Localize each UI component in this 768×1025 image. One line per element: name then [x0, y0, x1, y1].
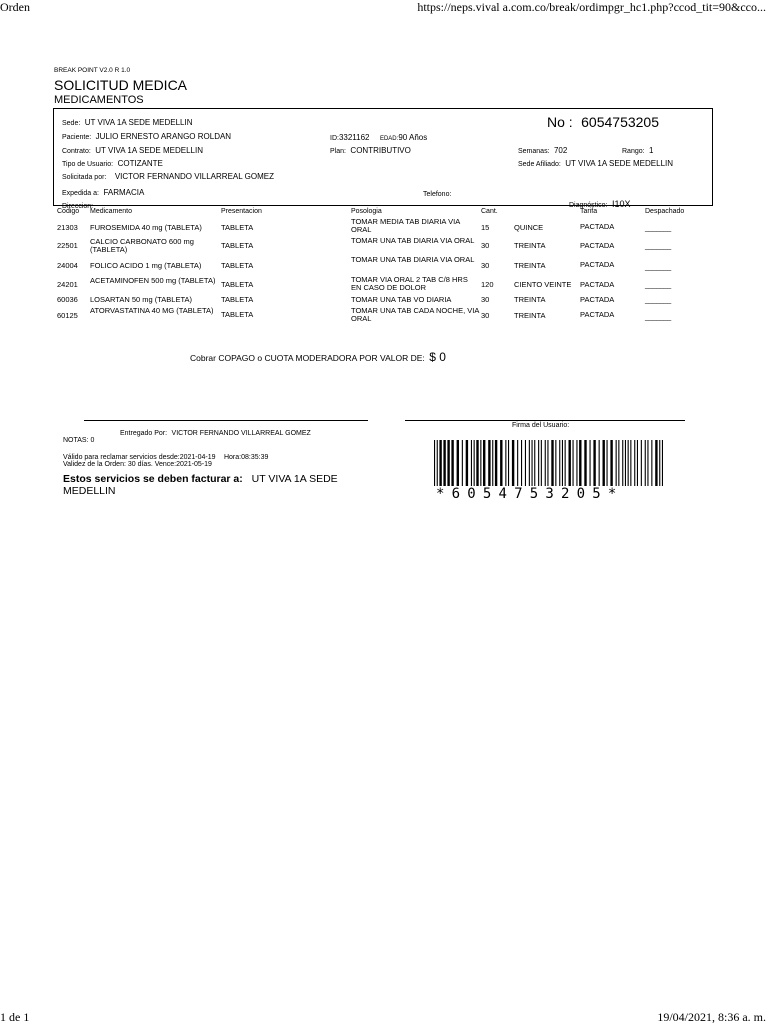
barcode-bar	[607, 440, 608, 486]
barcode-bar	[521, 440, 522, 486]
barcode-bar	[466, 440, 468, 486]
entregado-label: Entregado Por:	[120, 430, 168, 437]
barcode-bar	[576, 440, 577, 486]
cell-codigo: 60125	[57, 311, 78, 320]
semanas-value: 702	[553, 146, 568, 155]
plan-label: Plan:	[330, 148, 346, 155]
cell-despachado: _______	[645, 262, 671, 271]
col-header-despachado: Despachado	[645, 208, 685, 215]
contrato-label: Contrato:	[62, 148, 91, 155]
solicitada-value: VICTOR FERNANDO VILLARREAL GOMEZ	[114, 172, 274, 181]
cell-medicamento: ATORVASTATINA 40 MG (TABLETA)	[90, 306, 214, 315]
order-number-value: 6054753205	[581, 114, 660, 130]
barcode-bar	[569, 440, 571, 486]
barcode-bar	[628, 440, 629, 486]
cell-despachado: _______	[645, 312, 671, 321]
table-row	[0, 237, 768, 253]
order-number	[547, 114, 659, 132]
barcode-bar	[447, 440, 449, 486]
cell-presentacion: TABLETA	[221, 295, 254, 304]
barcode-bar	[434, 440, 435, 486]
barcode-bar	[492, 440, 493, 486]
cell-medicamento: CALCIO CARBONATO 600 mg (TABLETA)	[90, 237, 194, 254]
table-row	[0, 218, 768, 234]
cell-tarifa: PACTADA	[580, 280, 615, 289]
barcode-bar	[584, 440, 586, 486]
barcode-bar	[529, 440, 530, 486]
id-value: 3321162	[338, 133, 370, 142]
cell-medicamento: LOSARTAN 50 mg (TABLETA)	[90, 295, 192, 304]
barcode-bar	[625, 440, 626, 486]
barcode-bar	[512, 440, 514, 486]
barcode-bar	[637, 440, 638, 486]
barcode-bar	[651, 440, 652, 486]
cell-presentacion: TABLETA	[221, 261, 254, 270]
entregado-field	[120, 422, 311, 440]
doc-version: BREAK POINT V2.0 R 1.0	[54, 67, 131, 74]
barcode-bar	[505, 440, 506, 486]
notas-text: NOTAS: 0	[63, 437, 95, 444]
hora-text: Hora:08:35:39	[223, 454, 269, 461]
print-footer-datetime: 19/04/2021, 8:36 a. m.	[657, 1010, 766, 1024]
cell-presentacion: TABLETA	[221, 280, 254, 289]
semanas-label: Semanas:	[518, 148, 550, 155]
barcode-bar	[618, 440, 619, 486]
cell-medicamento: FOLICO ACIDO 1 mg (TABLETA)	[90, 261, 202, 270]
barcode-bar	[647, 440, 648, 486]
cell-tarifa: PACTADA	[580, 241, 615, 250]
cell-cant-text: TREINTA	[514, 311, 546, 320]
barcode-bar	[659, 440, 660, 486]
barcode-bar	[641, 440, 642, 486]
cell-tarifa: PACTADA	[580, 310, 615, 319]
barcode-bar	[616, 440, 617, 486]
cell-posologia: TOMAR UNA TAB CADA NOCHE, VIA ORAL	[351, 306, 479, 323]
print-header-title: Orden	[0, 0, 30, 14]
direccion-label: Direccion:	[62, 203, 94, 210]
barcode-bar	[483, 440, 485, 486]
cell-tarifa: PACTADA	[580, 260, 615, 269]
barcode-bar	[555, 440, 556, 486]
cell-cant: 120	[481, 280, 494, 289]
rango-label: Rango:	[622, 148, 645, 155]
copago-value: $ 0	[429, 350, 446, 364]
expedida-label: Expedida a:	[62, 190, 99, 197]
cell-despachado: _______	[645, 241, 671, 250]
order-barcode	[434, 440, 664, 486]
cell-cant: 15	[481, 223, 490, 232]
diagnostico-value: I10X	[611, 199, 631, 209]
print-header-url: https://neps.vival a.com.co/break/ordimpgr_hc1.php?ccod_tit=90&cco...	[417, 0, 766, 14]
sede-afiliado-label: Sede Afiliado:	[518, 161, 561, 168]
barcode-bar	[437, 440, 438, 486]
barcode-bar	[451, 440, 453, 486]
barcode-bar	[534, 440, 535, 486]
doc-subtitle: MEDICAMENTOS	[54, 94, 144, 106]
id-label: ID:	[330, 135, 339, 142]
cell-cant-text: TREINTA	[514, 261, 546, 270]
barcode-bar	[655, 440, 657, 486]
cell-tarifa: PACTADA	[580, 222, 615, 231]
sede-label: Sede:	[62, 120, 81, 127]
barcode-bar	[508, 440, 509, 486]
barcode-bar	[439, 440, 441, 486]
facturar-label: Estos servicios se deben facturar a:	[63, 473, 243, 485]
barcode-bar	[551, 440, 553, 486]
copago-line	[190, 348, 446, 366]
cell-presentacion: TABLETA	[221, 310, 254, 319]
table-row	[0, 256, 768, 272]
copago-label: Cobrar COPAGO o CUOTA MODERADORA POR VALOR DE:	[190, 353, 425, 363]
col-header-codigo: Codigo	[57, 208, 80, 215]
barcode-bar	[462, 440, 463, 486]
barcode-bar	[457, 440, 459, 486]
cell-cant-text: QUINCE	[514, 223, 544, 232]
paciente-value: JULIO ERNESTO ARANGO ROLDAN	[95, 132, 232, 141]
barcode-bar	[476, 440, 478, 486]
cell-posologia: TOMAR UNA TAB DIARIA VIA ORAL	[351, 255, 475, 264]
cell-codigo: 21303	[57, 223, 78, 232]
tipo-usuario-label: Tipo de Usuario:	[62, 161, 114, 168]
barcode-bar	[541, 440, 542, 486]
expedida-value: FARMACIA	[103, 188, 145, 197]
barcode-bar	[593, 440, 595, 486]
barcode-bar	[488, 440, 490, 486]
edad-label: EDAD:	[379, 136, 399, 142]
col-header-tarifa: Tarifa	[580, 208, 598, 215]
contrato-value: UT VIVA 1A SEDE MEDELLIN	[95, 146, 203, 155]
barcode-bar	[562, 440, 563, 486]
validez-text: Validez de la Orden: 30 días. Vence:2021-05-19	[63, 461, 212, 468]
barcode-bar	[565, 440, 566, 486]
barcode-bar	[579, 440, 581, 486]
barcode-bar	[590, 440, 591, 486]
telefono-label: Telefono:	[423, 191, 452, 198]
doc-title: SOLICITUD MEDICA	[54, 77, 188, 93]
cell-codigo: 24004	[57, 261, 78, 270]
telefono-field	[423, 183, 451, 201]
order-number-label: No :	[547, 114, 573, 130]
cell-cant: 30	[481, 295, 490, 304]
barcode-bar	[599, 440, 600, 486]
barcode-bar	[471, 440, 472, 486]
barcode-bar	[634, 440, 635, 486]
cell-medicamento: FUROSEMIDA 40 mg (TABLETA)	[90, 223, 202, 232]
barcode-bar	[474, 440, 475, 486]
barcode-bar	[545, 440, 546, 486]
barcode-bar	[525, 440, 526, 486]
barcode-bar	[500, 440, 502, 486]
cell-posologia: TOMAR UNA TAB VO DIARIA	[351, 295, 452, 304]
barcode-bar	[645, 440, 646, 486]
barcode-bar	[517, 440, 518, 486]
barcode-bar	[495, 440, 497, 486]
barcode-bar	[630, 440, 631, 486]
barcode-bar	[547, 440, 548, 486]
cell-cant: 30	[481, 261, 490, 270]
valido-text: Válido para reclamar servicios desde:2021-04-19	[63, 454, 216, 461]
print-footer-pages: 1 de 1	[0, 1010, 30, 1024]
plan-field	[330, 140, 411, 158]
entregado-value: VICTOR FERNANDO VILLARREAL GOMEZ	[171, 430, 311, 437]
plan-value: CONTRIBUTIVO	[350, 146, 411, 155]
solicitada-label: Solicitada por:	[62, 174, 107, 181]
cell-presentacion: TABLETA	[221, 241, 254, 250]
cell-codigo: 22501	[57, 241, 78, 250]
cell-despachado: _______	[645, 280, 671, 289]
paciente-label: Paciente:	[62, 134, 92, 141]
table-row	[0, 306, 768, 322]
tipo-usuario-value: COTIZANTE	[117, 159, 163, 168]
cell-despachado: _______	[645, 295, 671, 304]
cell-cant-text: TREINTA	[514, 241, 546, 250]
sede-value: UT VIVA 1A SEDE MEDELLIN	[84, 118, 193, 127]
col-header-posologia: Posologia	[351, 208, 382, 215]
barcode-bar	[559, 440, 560, 486]
cell-codigo: 60036	[57, 295, 78, 304]
signature-line-entregado	[84, 420, 368, 421]
barcode-bar	[538, 440, 539, 486]
sede-afiliado-value: UT VIVA 1A SEDE MEDELLIN	[565, 159, 674, 168]
col-header-medicamento: Medicamento	[90, 208, 133, 215]
cell-tarifa: PACTADA	[580, 295, 615, 304]
barcode-bar	[573, 440, 574, 486]
facturar-value: UT VIVA 1A SEDE MEDELLIN	[63, 473, 338, 497]
facturar-block	[63, 473, 393, 497]
signature-line-usuario	[405, 420, 685, 421]
barcode-bar	[610, 440, 612, 486]
cell-despachado: _______	[645, 223, 671, 232]
barcode-bar	[480, 440, 481, 486]
edad-value: 90 Años	[398, 133, 428, 142]
barcode-bar	[532, 440, 533, 486]
sede-afiliado-field	[518, 153, 673, 171]
cell-cant: 30	[481, 241, 490, 250]
barcode-text: *6054753205*	[436, 486, 624, 502]
diagnostico-label: Diagnóstico:	[569, 202, 608, 209]
cell-medicamento: ACETAMINOFEN 500 mg (TABLETA)	[90, 276, 216, 285]
cell-posologia: TOMAR MEDIA TAB DIARIA VIA ORAL	[351, 217, 460, 234]
cell-cant-text: CIENTO VEINTE	[514, 280, 572, 289]
barcode-bar	[662, 440, 663, 486]
cell-cant: 30	[481, 311, 490, 320]
cell-posologia: TOMAR UNA TAB DIARIA VIA ORAL	[351, 236, 475, 245]
cell-codigo: 24201	[57, 280, 78, 289]
firma-usuario-label: Firma del Usuario:	[512, 422, 570, 429]
col-header-cant: Cant.	[481, 208, 498, 215]
barcode-bar	[603, 440, 605, 486]
col-header-presentacion: Presentacion	[221, 208, 262, 215]
cell-posologia: TOMAR VIA ORAL 2 TAB C/8 HRS EN CASO DE DOLOR	[351, 275, 468, 292]
cell-presentacion: TABLETA	[221, 223, 254, 232]
rango-value: 1	[649, 146, 654, 155]
barcode-bar	[622, 440, 623, 486]
table-row	[0, 276, 768, 292]
barcode-bar	[443, 440, 445, 486]
cell-cant-text: TREINTA	[514, 295, 546, 304]
